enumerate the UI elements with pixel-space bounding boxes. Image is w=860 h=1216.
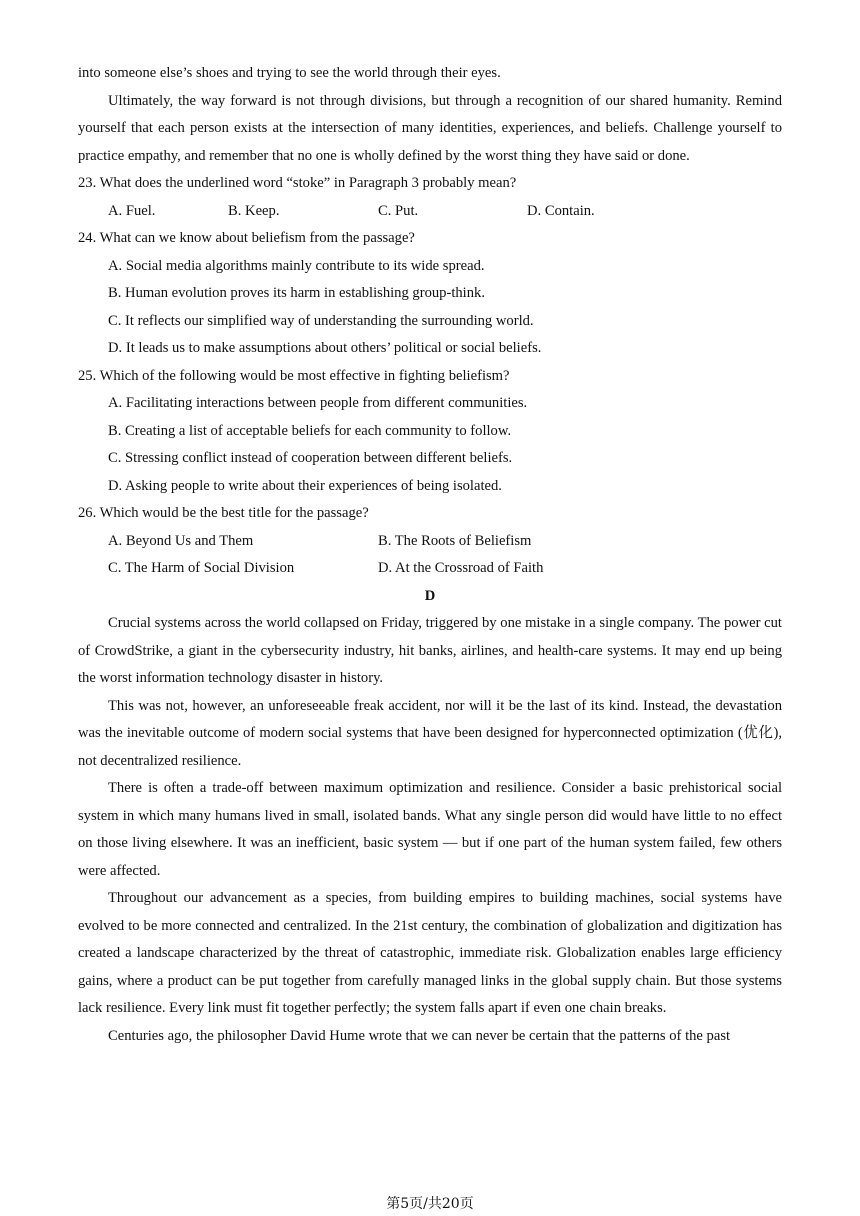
question-25-stem: 25. Which of the following would be most effective in fighting beliefism? — [78, 367, 510, 384]
question-25-option-c[interactable]: C. Stressing conflict instead of cooperation between different beliefs. — [108, 450, 513, 466]
page-number-footer: 第5页/共20页 — [386, 1196, 474, 1212]
question-23-stem: 23. What does the underlined word “stoke” in Paragraph 3 probably mean? — [78, 175, 517, 191]
document-page — [78, 60, 782, 1050]
question-23-option-b[interactable]: B. Keep. — [228, 202, 280, 219]
question-23-options — [108, 198, 782, 226]
question-26-option-c[interactable]: C. The Harm of Social Division — [108, 560, 295, 576]
passage-d-paragraph-5: Centuries ago, the philosopher David Hume wrote that we can never be certain that the patterns of the past — [108, 1027, 731, 1044]
question-24-option-c[interactable]: C. It reflects our simplified way of understanding the surrounding world. — [108, 312, 534, 329]
question-24-option-d[interactable]: D. It leads us to make assumptions about others’ political or social beliefs. — [108, 340, 542, 356]
question-25-option-b[interactable]: B. Creating a list of acceptable beliefs for each community to follow. — [108, 422, 512, 439]
question-23-option-d[interactable]: D. Contain. — [527, 202, 595, 219]
question-26-option-d[interactable]: D. At the Crossroad of Faith — [378, 560, 544, 576]
question-25-option-d[interactable]: D. Asking people to write about their experiences of being isolated. — [108, 477, 502, 494]
passage-d-paragraph-3: There is often a trade-off between maximum optimization and resilience. Consider a basic prehistorical social system in which many humans lived in small, isolated bands. What any single person did would have little to no effect on those living elsewhere. It was an inefficient, basic system — but if one part of the human system failed, few others were affected. — [78, 780, 782, 879]
question-24-option-a[interactable]: A. Social media algorithms mainly contribute to its wide spread. — [108, 257, 485, 274]
question-23-option-c[interactable]: C. Put. — [378, 202, 419, 219]
question-26-options-row-1 — [108, 528, 782, 556]
passage-d-paragraph-1: Crucial systems across the world collapsed on Friday, triggered by one mistake in a single company. The power cut of CrowdStrike, a giant in the cybersecurity industry, hit banks, airlines, and health-care systems. It may end up being the worst information technology disaster in history. — [78, 615, 782, 686]
question-23-option-a[interactable]: A. Fuel. — [108, 202, 156, 219]
passage-d-paragraph-4: Throughout our advancement as a species, from building empires to building machines, social systems have evolved to be more connected and centralized. In the 21st century, the combination of globalization and digitization has created a landscape characterized by the threat of catastrophic, immediate risk. Globalization enables large efficiency gains, where a product can be put together from carefully managed links in the global supply chain. But those systems lack resilience. Every link must fit together perfectly; the system falls apart if even one chain breaks. — [78, 890, 782, 1016]
section-heading-d: D — [424, 587, 436, 604]
question-26-stem: 26. Which would be the best title for the passage? — [78, 505, 369, 521]
question-26-option-a[interactable]: A. Beyond Us and Them — [108, 532, 254, 549]
question-26-options-row-2 — [108, 555, 782, 583]
question-25-option-a[interactable]: A. Facilitating interactions between people from different communities. — [108, 395, 528, 411]
passage-c-last-paragraph: Ultimately, the way forward is not through divisions, but through a recognition of our shared humanity. Remind yourself that each person exists at the intersection of many identities, experiences, and beliefs. Challenge yourself to practice empathy, and remember that no one is wholly defined by the worst thing they have said or done. — [78, 92, 782, 164]
question-24-stem: 24. What can we know about beliefism from the passage? — [78, 230, 415, 246]
passage-c-continuation: into someone else’s shoes and trying to see the world through their eyes. — [78, 65, 501, 81]
passage-d-paragraph-2: This was not, however, an unforeseeable freak accident, nor will it be the last of its kind. Instead, the devastation was the inevitable outcome of modern social systems that have been designed for hyperconnected optimization (优化), not decentralized resilience. — [78, 697, 782, 769]
question-26-option-b[interactable]: B. The Roots of Beliefism — [378, 532, 532, 549]
question-24-option-b[interactable]: B. Human evolution proves its harm in establishing group-think. — [108, 285, 485, 301]
